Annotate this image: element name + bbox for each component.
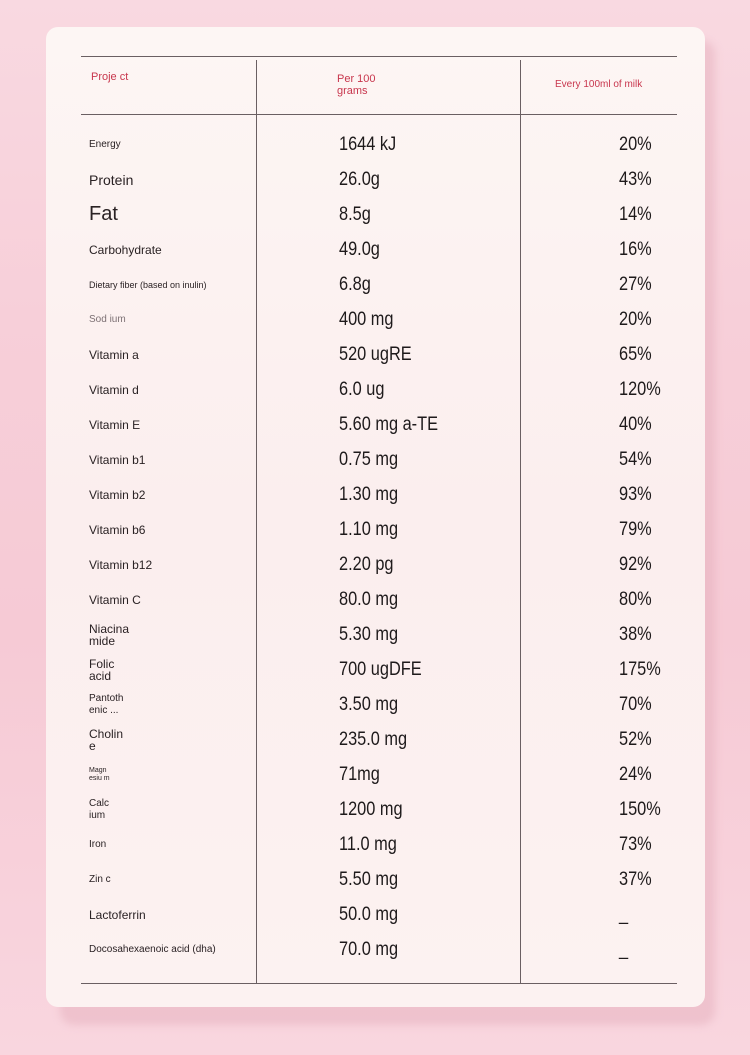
nutrient-value: 49.0g <box>339 238 380 260</box>
table-row <box>81 687 677 722</box>
nutrient-name: Docosahexaenoic acid (dha) <box>89 944 216 955</box>
nutrient-value: 6.0 ug <box>339 378 385 400</box>
table-row <box>81 197 677 232</box>
nutrient-percent: 120% <box>619 378 661 400</box>
nutrient-name: Protein <box>89 171 134 188</box>
table-row <box>81 267 677 302</box>
nutrient-value: 520 ugRE <box>339 343 412 365</box>
nutrient-percent: _ <box>619 938 629 960</box>
nutrient-value: 1644 kJ <box>339 133 397 155</box>
nutrient-value: 700 ugDFE <box>339 658 422 680</box>
nutrient-percent: 93% <box>619 483 652 505</box>
nutrient-name: Vitamin b12 <box>89 557 153 572</box>
nutrient-name: Dietary fiber (based on inulin) <box>89 279 207 290</box>
nutrient-value: 70.0 mg <box>339 938 399 960</box>
nutrient-percent: 24% <box>619 763 652 785</box>
table-row <box>81 757 677 792</box>
table-row <box>81 407 677 442</box>
nutrient-value: 2.20 pg <box>339 553 394 575</box>
nutrient-name: Iron <box>89 839 107 850</box>
nutrient-percent: 37% <box>619 868 652 890</box>
table-row <box>81 337 677 372</box>
nutrient-percent: 38% <box>619 623 652 645</box>
nutrient-name: Vitamin a <box>89 347 139 362</box>
nutrient-name: Folic acid <box>89 656 115 683</box>
nutrient-value: 50.0 mg <box>339 903 399 925</box>
nutrient-value: 26.0g <box>339 168 380 190</box>
nutrient-name: Cholin e <box>89 726 124 753</box>
nutrient-percent: _ <box>619 903 629 925</box>
table-row <box>81 442 677 477</box>
nutrient-value: 6.8g <box>339 273 371 295</box>
table-row <box>81 372 677 407</box>
nutrient-name: Sod ium <box>89 313 126 325</box>
nutrient-value: 8.5g <box>339 203 371 225</box>
table-row <box>81 162 677 197</box>
nutrient-name: Vitamin E <box>89 417 141 432</box>
nutrient-percent: 92% <box>619 553 652 575</box>
nutrition-table <box>81 56 677 984</box>
table-row <box>81 827 677 862</box>
nutrient-percent: 70% <box>619 693 652 715</box>
nutrient-value: 400 mg <box>339 308 394 330</box>
nutrient-name: Pantoth enic ... <box>89 692 124 716</box>
nutrient-value: 1200 mg <box>339 798 403 820</box>
nutrient-percent: 20% <box>619 308 652 330</box>
nutrient-percent: 16% <box>619 238 652 260</box>
nutrient-percent: 52% <box>619 728 652 750</box>
nutrient-value: 0.75 mg <box>339 448 399 470</box>
nutrient-name: Calc ium <box>89 797 110 821</box>
nutrient-value: 3.50 mg <box>339 693 399 715</box>
nutrient-percent: 79% <box>619 518 652 540</box>
table-row <box>81 477 677 512</box>
nutrient-name: Niacina mide <box>89 621 130 648</box>
nutrient-value: 1.10 mg <box>339 518 399 540</box>
table-row <box>81 547 677 582</box>
nutrient-name: Vitamin b6 <box>89 522 146 537</box>
nutrient-name: Fat <box>89 203 118 225</box>
header-per-100-grams: Per 100 grams <box>337 73 376 97</box>
nutrient-percent: 14% <box>619 203 652 225</box>
table-row <box>81 862 677 897</box>
nutrient-value: 1.30 mg <box>339 483 399 505</box>
header-project: Proje ct <box>91 71 129 83</box>
nutrient-name: Carbohydrate <box>89 242 162 257</box>
table-row <box>81 512 677 547</box>
nutrient-value: 235.0 mg <box>339 728 408 750</box>
nutrient-value: 71mg <box>339 763 380 785</box>
nutrient-name: Vitamin b2 <box>89 487 146 502</box>
nutrient-name: Zin c <box>89 873 111 885</box>
table-row <box>81 792 677 827</box>
nutrient-name: Vitamin b1 <box>89 452 146 467</box>
nutrient-value: 5.60 mg a-TE <box>339 413 438 435</box>
nutrient-percent: 73% <box>619 833 652 855</box>
table-row <box>81 127 677 162</box>
nutrient-percent: 20% <box>619 133 652 155</box>
nutrient-name: Energy <box>89 139 121 150</box>
table-row <box>81 582 677 617</box>
nutrient-percent: 40% <box>619 413 652 435</box>
table-row <box>81 652 677 687</box>
nutrient-value: 11.0 mg <box>339 833 397 855</box>
nutrient-percent: 43% <box>619 168 652 190</box>
nutrient-value: 5.30 mg <box>339 623 399 645</box>
header-per-100ml-milk: Every 100ml of milk <box>555 79 643 90</box>
table-row <box>81 232 677 267</box>
header-divider <box>81 114 677 115</box>
nutrient-percent: 80% <box>619 588 652 610</box>
nutrient-name: Vitamin d <box>89 382 139 397</box>
table-row <box>81 617 677 652</box>
nutrient-percent: 150% <box>619 798 661 820</box>
table-row <box>81 722 677 757</box>
nutrient-value: 5.50 mg <box>339 868 399 890</box>
nutrient-name: Magn esiu m <box>89 766 110 782</box>
nutrient-percent: 54% <box>619 448 652 470</box>
table-row <box>81 897 677 932</box>
nutrient-value: 80.0 mg <box>339 588 399 610</box>
nutrient-percent: 65% <box>619 343 652 365</box>
nutrient-name: Vitamin C <box>89 592 141 607</box>
nutrient-percent: 175% <box>619 658 661 680</box>
table-row <box>81 302 677 337</box>
nutrient-name: Lactoferrin <box>89 907 146 922</box>
table-row <box>81 932 677 967</box>
nutrient-percent: 27% <box>619 273 652 295</box>
